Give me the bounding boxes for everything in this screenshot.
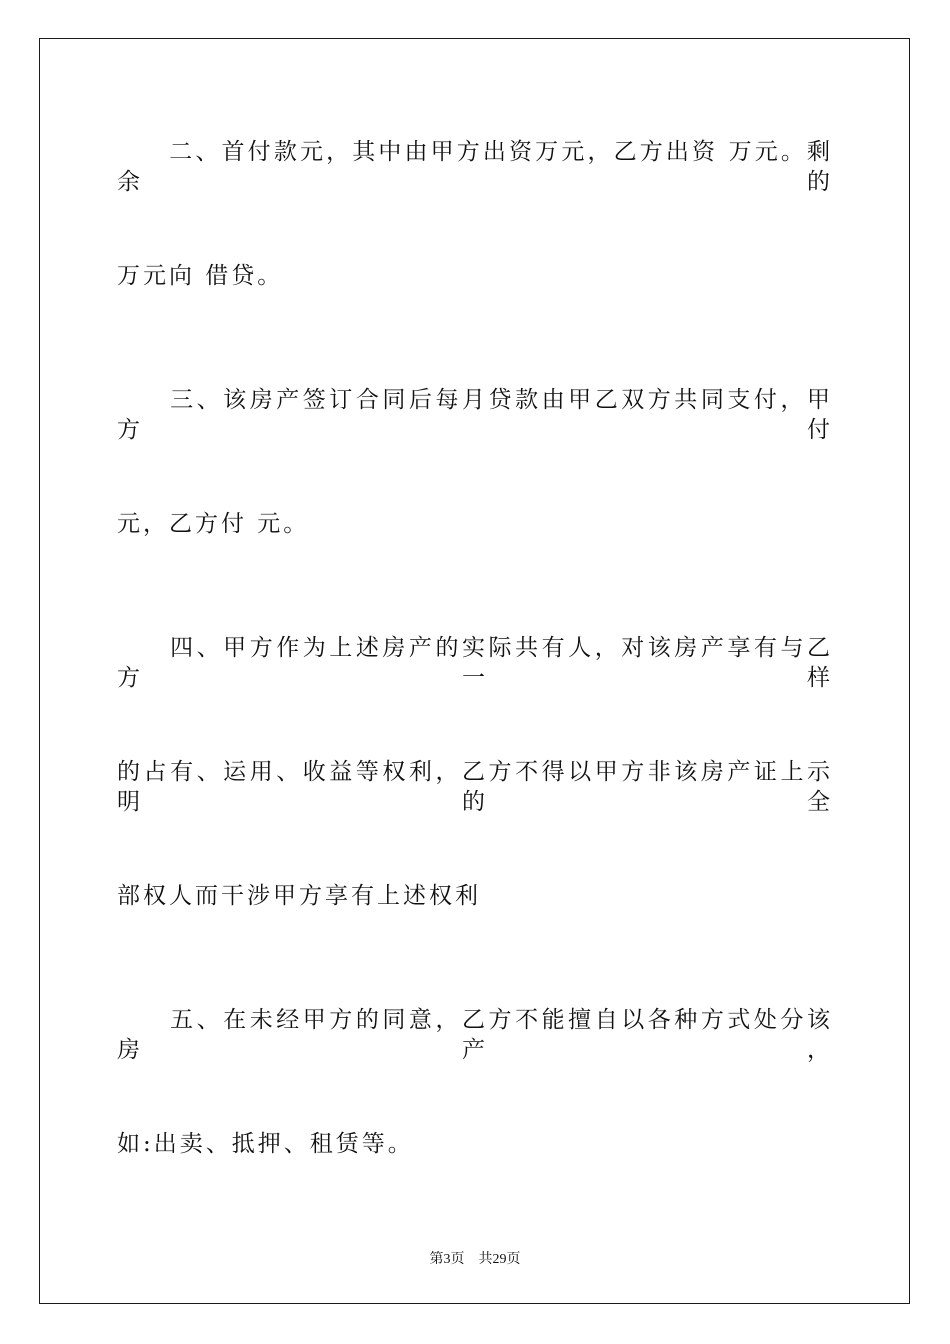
page-number: 第3页 共29页 bbox=[429, 1252, 521, 1267]
paragraph-5-line-2: 如:出卖、抵押、租赁等。 bbox=[117, 1131, 414, 1157]
paragraph-3-line-2: 元，乙方付 元。 bbox=[117, 511, 310, 537]
paragraph-3-line-1: 三、该房产签订合同后每月贷款由甲乙双方共同支付，甲方付 bbox=[117, 387, 833, 443]
paragraph-5-line-1: 五、在未经甲方的同意，乙方不能擅自以各种方式处分该房产， bbox=[117, 1007, 833, 1063]
paragraph-4-line-3: 部权人而干涉甲方享有上述权利 bbox=[117, 883, 481, 909]
paragraph-2-line-2: 万元向 借贷。 bbox=[117, 263, 284, 289]
paragraph-2-line-1: 二、首付款元，其中由甲方出资万元，乙方出资 万元。剩余的 bbox=[117, 139, 833, 195]
paragraph-4-line-1: 四、甲方作为上述房产的实际共有人，对该房产享有与乙方一样 bbox=[117, 635, 833, 691]
paragraph-4-line-2: 的占有、运用、收益等权利，乙方不得以甲方非该房产证上示明的全 bbox=[117, 759, 833, 815]
